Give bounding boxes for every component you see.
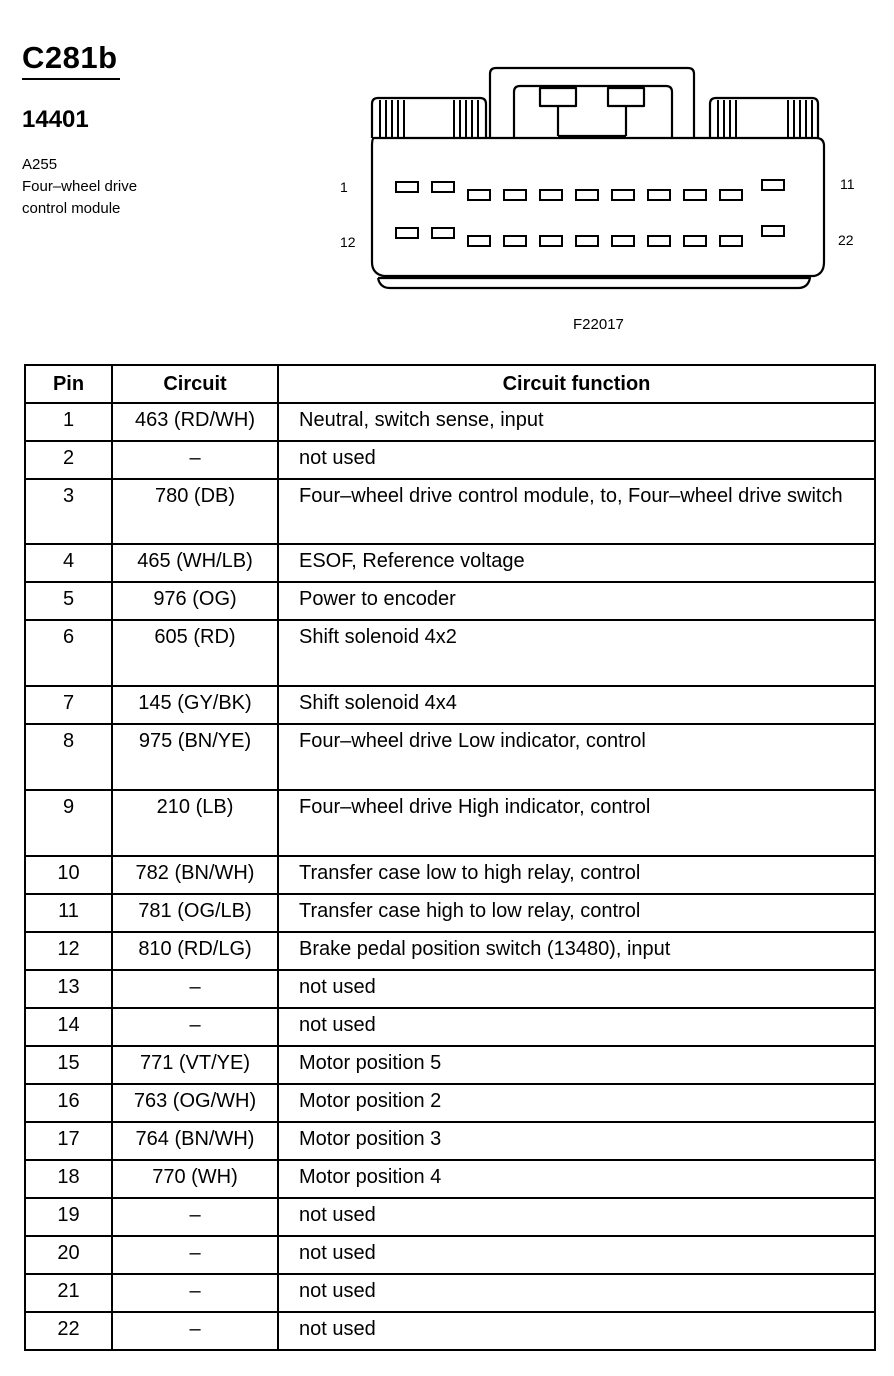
pin-cavity-19 <box>648 236 670 246</box>
function-cell: Four–wheel drive High indicator, control <box>278 790 875 856</box>
connector-latch <box>490 68 694 138</box>
pin-cell: 19 <box>25 1198 112 1236</box>
circuit-cell: 770 (WH) <box>112 1160 278 1198</box>
function-cell: not used <box>278 1312 875 1350</box>
circuit-cell: – <box>112 1236 278 1274</box>
module-name-line1: Four–wheel drive <box>22 178 138 195</box>
function-cell: ESOF, Reference voltage <box>278 544 875 582</box>
pin-cavity-18 <box>612 236 634 246</box>
pinout-table <box>24 364 876 1351</box>
rib-block-right <box>710 98 818 138</box>
pin-cavity-17 <box>576 236 598 246</box>
circuit-cell: – <box>112 1312 278 1350</box>
circuit-cell: 780 (DB) <box>112 479 278 544</box>
circuit-cell: 810 (RD/LG) <box>112 932 278 970</box>
table-row <box>25 856 875 894</box>
header-circuit: Circuit <box>112 365 278 403</box>
function-cell: Motor position 2 <box>278 1084 875 1122</box>
function-cell: Motor position 3 <box>278 1122 875 1160</box>
table-row <box>25 1008 875 1046</box>
pin-cell: 4 <box>25 544 112 582</box>
pin-cell: 15 <box>25 1046 112 1084</box>
connector-diagram <box>330 60 870 300</box>
pin-cell: 21 <box>25 1274 112 1312</box>
table-row <box>25 479 875 544</box>
function-cell: Transfer case high to low relay, control <box>278 894 875 932</box>
function-cell: Transfer case low to high relay, control <box>278 856 875 894</box>
circuit-cell: 145 (GY/BK) <box>112 686 278 724</box>
table-row <box>25 544 875 582</box>
table-row <box>25 1122 875 1160</box>
pin-cavity-2 <box>432 182 454 192</box>
circuit-cell: – <box>112 1198 278 1236</box>
pin-cell: 16 <box>25 1084 112 1122</box>
circuit-cell: – <box>112 441 278 479</box>
pin-cavity-22 <box>762 226 784 236</box>
pin-label-1: 1 <box>340 179 348 195</box>
circuit-cell: 605 (RD) <box>112 620 278 686</box>
table-row <box>25 441 875 479</box>
function-cell: not used <box>278 1274 875 1312</box>
function-cell: Shift solenoid 4x4 <box>278 686 875 724</box>
pin-cavity-12 <box>396 228 418 238</box>
function-cell: not used <box>278 441 875 479</box>
pin-cell: 5 <box>25 582 112 620</box>
table-row <box>25 1236 875 1274</box>
header-circuit-function: Circuit function <box>278 365 875 403</box>
pin-cavity-11 <box>762 180 784 190</box>
pin-label-22: 22 <box>838 232 854 248</box>
pin-cell: 11 <box>25 894 112 932</box>
table-row <box>25 1046 875 1084</box>
pin-cavity-8 <box>648 190 670 200</box>
table-row <box>25 894 875 932</box>
function-cell: Four–wheel drive control module, to, Four–wheel drive switch <box>278 479 875 544</box>
table-row <box>25 1312 875 1350</box>
pin-cavity-13 <box>432 228 454 238</box>
circuit-cell: 465 (WH/LB) <box>112 544 278 582</box>
latch-lock-left <box>540 88 576 106</box>
latch-lock-right <box>608 88 644 106</box>
pin-cell: 1 <box>25 403 112 441</box>
pin-cell: 6 <box>25 620 112 686</box>
pin-cell: 3 <box>25 479 112 544</box>
connector-body <box>372 138 824 276</box>
pin-cavity-6 <box>576 190 598 200</box>
table-row <box>25 790 875 856</box>
circuit-cell: – <box>112 970 278 1008</box>
pin-cavity-10 <box>720 190 742 200</box>
function-cell: Motor position 5 <box>278 1046 875 1084</box>
function-cell: not used <box>278 970 875 1008</box>
function-cell: not used <box>278 1236 875 1274</box>
header-pin: Pin <box>25 365 112 403</box>
function-cell: not used <box>278 1008 875 1046</box>
pin-cell: 22 <box>25 1312 112 1350</box>
pin-cell: 9 <box>25 790 112 856</box>
function-cell: Neutral, switch sense, input <box>278 403 875 441</box>
pin-cavity-5 <box>540 190 562 200</box>
table-row <box>25 1198 875 1236</box>
circuit-cell: 771 (VT/YE) <box>112 1046 278 1084</box>
part-number: 14401 <box>22 106 89 133</box>
circuit-cell: 781 (OG/LB) <box>112 894 278 932</box>
table-row <box>25 686 875 724</box>
table-row <box>25 403 875 441</box>
module-code: A255 <box>22 156 58 173</box>
figure-code: F22017 <box>573 316 624 333</box>
connector-face-drawing <box>330 60 870 300</box>
module-info <box>22 154 137 220</box>
function-cell: Motor position 4 <box>278 1160 875 1198</box>
pin-cell: 17 <box>25 1122 112 1160</box>
table-row <box>25 620 875 686</box>
circuit-cell: – <box>112 1274 278 1312</box>
circuit-cell: 976 (OG) <box>112 582 278 620</box>
module-name-line2: control module <box>22 200 121 217</box>
pin-cavity-16 <box>540 236 562 246</box>
function-cell: Four–wheel drive Low indicator, control <box>278 724 875 790</box>
table-row <box>25 724 875 790</box>
circuit-cell: 975 (BN/YE) <box>112 724 278 790</box>
pin-label-11: 11 <box>840 176 855 192</box>
pin-cavity-1 <box>396 182 418 192</box>
pin-cavity-9 <box>684 190 706 200</box>
rib-block-left <box>372 98 486 138</box>
connector-latch-inner <box>514 86 672 138</box>
pin-cell: 14 <box>25 1008 112 1046</box>
connector-id-title: C281b <box>22 40 118 75</box>
pin-cell: 2 <box>25 441 112 479</box>
circuit-cell: – <box>112 1008 278 1046</box>
pin-cell: 20 <box>25 1236 112 1274</box>
pin-label-12: 12 <box>340 234 356 250</box>
function-cell: Power to encoder <box>278 582 875 620</box>
table-row <box>25 932 875 970</box>
table-row <box>25 970 875 1008</box>
function-cell: Shift solenoid 4x2 <box>278 620 875 686</box>
circuit-cell: 782 (BN/WH) <box>112 856 278 894</box>
pin-cavity-14 <box>468 236 490 246</box>
table-header-row <box>25 365 875 403</box>
connector-body-lip <box>378 278 810 288</box>
circuit-cell: 764 (BN/WH) <box>112 1122 278 1160</box>
pin-cavity-3 <box>468 190 490 200</box>
table-row <box>25 1274 875 1312</box>
pin-cell: 13 <box>25 970 112 1008</box>
pin-cavity-21 <box>720 236 742 246</box>
pin-cell: 10 <box>25 856 112 894</box>
circuit-cell: 463 (RD/WH) <box>112 403 278 441</box>
table-row <box>25 1084 875 1122</box>
table-row <box>25 582 875 620</box>
pin-cell: 18 <box>25 1160 112 1198</box>
pin-cavity-4 <box>504 190 526 200</box>
pin-cell: 7 <box>25 686 112 724</box>
title-underline <box>22 78 120 80</box>
circuit-cell: 210 (LB) <box>112 790 278 856</box>
pin-cavity-7 <box>612 190 634 200</box>
function-cell: Brake pedal position switch (13480), input <box>278 932 875 970</box>
pin-cell: 8 <box>25 724 112 790</box>
pin-cavity-15 <box>504 236 526 246</box>
pin-cavity-20 <box>684 236 706 246</box>
circuit-cell: 763 (OG/WH) <box>112 1084 278 1122</box>
table-row <box>25 1160 875 1198</box>
function-cell: not used <box>278 1198 875 1236</box>
pin-cell: 12 <box>25 932 112 970</box>
